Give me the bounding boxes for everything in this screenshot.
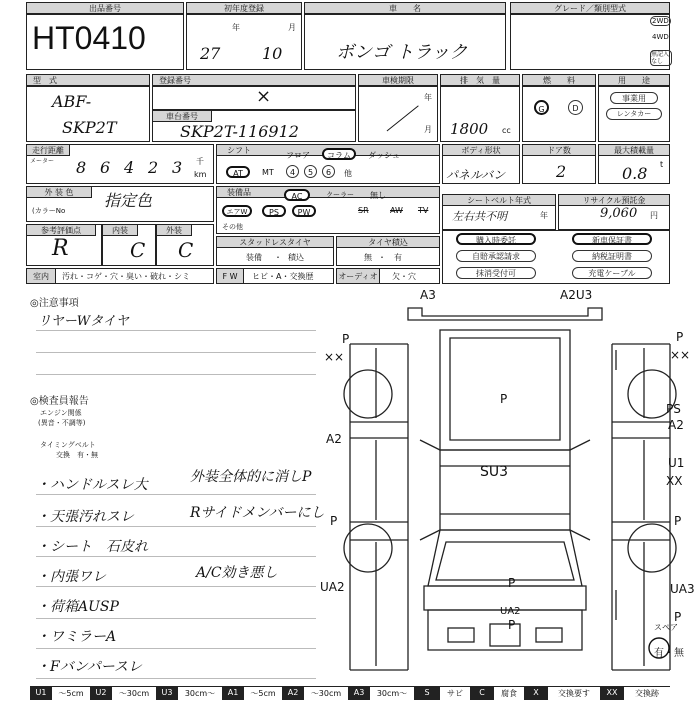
equip-sr: SR bbox=[358, 206, 369, 215]
body-value: パネルバン bbox=[446, 168, 506, 182]
legend-value: ～30cm bbox=[112, 686, 156, 700]
color-code-label: (カラーNo bbox=[32, 207, 66, 215]
tire-none: 無 bbox=[364, 253, 372, 262]
center-body bbox=[440, 450, 570, 530]
fuel-g: G bbox=[534, 100, 549, 115]
chassis-value: SKP2T-116912 bbox=[180, 122, 299, 141]
report-right: A/C効き悪し bbox=[196, 565, 278, 581]
audio-label: オーディオ bbox=[336, 268, 380, 284]
doors-label: ドア数 bbox=[522, 144, 596, 156]
interior-score-label: 内装 bbox=[102, 224, 138, 236]
damage-mark: P bbox=[342, 332, 350, 346]
report-rule bbox=[36, 678, 316, 679]
stud-sep: ・ bbox=[274, 253, 282, 262]
seatbelt-value: 左右共不明 bbox=[452, 210, 507, 223]
doors-value: 2 bbox=[556, 162, 567, 181]
report-left: ・荷箱AUSP bbox=[36, 599, 119, 615]
equip-ac: AC bbox=[284, 189, 310, 201]
legend-value: 30cm～ bbox=[178, 686, 222, 700]
spare-label: スペア bbox=[654, 623, 678, 632]
tire-label: タイヤ積込 bbox=[336, 236, 440, 248]
recycle-label: リサイクル預託金 bbox=[558, 194, 670, 206]
spare-value: 有・無 bbox=[654, 648, 684, 659]
displacement-label: 排 気 量 bbox=[440, 74, 520, 86]
shift-dash: ダッシュ bbox=[368, 151, 400, 160]
mileage-label: 走行距離 bbox=[26, 144, 70, 156]
report-right: Rサイドメンバーにし bbox=[190, 505, 325, 521]
legend-value: 交換跡 bbox=[624, 686, 670, 700]
exterior-score-label: 外装 bbox=[156, 224, 192, 236]
reg-no-value: × bbox=[256, 86, 272, 107]
damage-mark: PS bbox=[666, 402, 681, 416]
shift-other: 他 bbox=[344, 169, 352, 178]
load-label: 最大積載量 bbox=[598, 144, 670, 156]
score-value: R bbox=[52, 236, 69, 261]
first-reg-label: 初年度登録 bbox=[186, 2, 302, 14]
equip-label: 装備品 bbox=[216, 186, 440, 198]
report-right: 外装全体的に消しP bbox=[190, 469, 312, 485]
equip-ps: PS bbox=[262, 205, 286, 217]
damage-mark: P bbox=[676, 330, 684, 344]
tire-sep: ・ bbox=[378, 253, 386, 262]
damage-mark: P bbox=[674, 610, 682, 624]
equip-aw: AW bbox=[390, 206, 403, 215]
legend-key: U1 bbox=[30, 686, 52, 700]
damage-mark: UA2 bbox=[500, 606, 521, 617]
seatbelt-label: シートベルト年式 bbox=[442, 194, 556, 206]
stud-a: 装備 bbox=[246, 253, 262, 262]
yen-unit: 円 bbox=[650, 211, 658, 220]
fuel-d: D bbox=[568, 100, 583, 115]
notes-line1: リヤーWタイヤ bbox=[38, 314, 129, 329]
interior-cond-label: 室内 bbox=[26, 268, 56, 284]
inspection-value: ／ bbox=[386, 103, 415, 136]
audio-cell bbox=[336, 268, 440, 284]
timing-label: タイミングベルト bbox=[40, 441, 96, 449]
legend-key: U2 bbox=[90, 686, 112, 700]
drive-2wd: 2WD bbox=[652, 17, 669, 25]
mileage-digit: 3 bbox=[172, 158, 183, 177]
inspection-month-unit: 月 bbox=[424, 125, 432, 134]
reg-no-cell bbox=[152, 86, 356, 110]
car-name: ボンゴ トラック bbox=[336, 42, 468, 63]
recycle-value: 9,060 bbox=[600, 206, 638, 221]
first-reg-year-unit: 年 bbox=[232, 23, 240, 32]
color-value: 指定色 bbox=[104, 191, 153, 210]
damage-mark: A2 bbox=[326, 432, 342, 446]
inspection-year-unit: 年 bbox=[424, 93, 432, 102]
legend-value: 30cm～ bbox=[370, 686, 414, 700]
damage-mark: ×× bbox=[324, 350, 345, 364]
shift-4: 4 bbox=[286, 165, 299, 178]
car-name-label: 車 名 bbox=[304, 2, 506, 14]
equip-ew: エアW bbox=[222, 205, 252, 217]
legend-key: X bbox=[524, 686, 548, 700]
lot-label-header: 出品番号 bbox=[26, 2, 184, 14]
report-rule bbox=[36, 648, 316, 649]
damage-mark: UA3 bbox=[670, 582, 695, 596]
equip-other-label: その他 bbox=[222, 223, 243, 231]
shift-mt: MT bbox=[262, 168, 274, 177]
report-left: ・Fバンパースレ bbox=[36, 659, 143, 675]
notes-rule bbox=[36, 352, 316, 353]
damage-mark: P bbox=[674, 514, 682, 528]
use-business: 事業用 bbox=[610, 92, 658, 104]
report-rule bbox=[36, 586, 316, 587]
drive-na: 無記入なし bbox=[650, 50, 672, 66]
legend-value: ～5cm bbox=[244, 686, 282, 700]
tire-cell bbox=[336, 236, 440, 266]
doc-item: 自賠承認請求 bbox=[456, 250, 536, 262]
damage-mark: A2 bbox=[668, 418, 684, 432]
inspector-title: ◎検査員報告 bbox=[30, 396, 89, 407]
wheel-front-left bbox=[344, 524, 392, 572]
use-label: 用 途 bbox=[598, 74, 670, 86]
mileage-digit: 6 bbox=[100, 158, 111, 177]
damage-mark: XX bbox=[666, 474, 683, 488]
report-rule bbox=[36, 494, 316, 495]
wheel-rear-left bbox=[344, 370, 392, 418]
stud-label: スタッドレスタイヤ bbox=[216, 236, 334, 248]
cc-unit: cc bbox=[502, 126, 511, 135]
damage-mark: A2U3 bbox=[560, 288, 593, 302]
equip-tv: TV bbox=[418, 206, 429, 215]
first-reg-month: 10 bbox=[262, 44, 283, 63]
engine-sub: (異音・不調等) bbox=[38, 419, 86, 427]
cab-front bbox=[428, 530, 582, 586]
shift-at: AT bbox=[226, 166, 250, 178]
report-left: ・内張ワレ bbox=[36, 569, 106, 585]
damage-mark: ×× bbox=[670, 348, 691, 362]
meter-label: メーター bbox=[30, 158, 55, 165]
report-left: ・シート 石皮れ bbox=[36, 539, 148, 555]
report-left: ・ハンドルスレ大 bbox=[36, 477, 148, 493]
legend-key: A1 bbox=[222, 686, 244, 700]
damage-mark: P bbox=[330, 514, 338, 528]
damage-mark: A3 bbox=[420, 288, 436, 302]
mileage-digit: 4 bbox=[124, 158, 135, 177]
stud-b: 積込 bbox=[288, 253, 304, 262]
legend-key: C bbox=[470, 686, 494, 700]
legend-value: ～30cm bbox=[304, 686, 348, 700]
legend-key: A3 bbox=[348, 686, 370, 700]
rear-bumper-top bbox=[408, 308, 602, 320]
damage-mark: P bbox=[508, 576, 516, 590]
doc-item: 購入時委託 bbox=[456, 233, 536, 245]
km-unit: km bbox=[194, 170, 207, 179]
reg-no-label: 登録番号 bbox=[152, 74, 356, 86]
damage-mark: P bbox=[500, 392, 508, 406]
interior-score-cell bbox=[102, 224, 156, 266]
model-2: SKP2T bbox=[62, 118, 117, 137]
legend-value: 腐食 bbox=[494, 686, 524, 700]
legend-value: 交換要す bbox=[548, 686, 600, 700]
fuel-label: 燃 料 bbox=[522, 74, 596, 86]
notes-rule bbox=[36, 330, 316, 331]
chassis-label: 車台番号 bbox=[152, 110, 212, 122]
notes-rule bbox=[36, 374, 316, 375]
load-unit: t bbox=[660, 160, 664, 169]
legend-value: サビ bbox=[440, 686, 470, 700]
inspection-label: 車検期限 bbox=[358, 74, 438, 86]
lot-number: HT0410 bbox=[32, 20, 146, 56]
timing-sub: 交換 有・無 bbox=[56, 451, 98, 459]
km-thousand: 千 bbox=[196, 157, 204, 166]
damage-mark: U1 bbox=[668, 456, 685, 470]
damage-mark: UA2 bbox=[320, 580, 345, 594]
equip-cooler: クーラー bbox=[326, 191, 354, 199]
equip-pw: PW bbox=[292, 205, 316, 217]
doc-item: 充電ケーブル bbox=[572, 267, 652, 279]
displacement-value: 1800 bbox=[450, 120, 489, 138]
interior-cond-items: 汚れ・コゲ・穴・臭い・破れ・シミ bbox=[62, 272, 190, 281]
damage-mark: SU3 bbox=[480, 464, 509, 480]
drive-4wd: 4WD bbox=[652, 33, 669, 41]
grade-cell bbox=[510, 14, 670, 70]
shift-label: シフト bbox=[216, 144, 440, 156]
mileage-digit: 8 bbox=[76, 158, 87, 177]
legend-key: XX bbox=[600, 686, 624, 700]
left-body-side bbox=[350, 344, 408, 670]
report-rule bbox=[36, 618, 316, 619]
legend-key: A2 bbox=[282, 686, 304, 700]
notes-title: ◎注意事項 bbox=[30, 298, 79, 309]
report-left: ・天張汚れスレ bbox=[36, 509, 134, 525]
first-reg-year: 27 bbox=[200, 44, 221, 63]
doc-item: 納税証明書 bbox=[572, 250, 652, 262]
tire-yes: 有 bbox=[394, 253, 402, 262]
engine-label: エンジン関係 bbox=[40, 409, 82, 417]
spare-circle-icon bbox=[648, 636, 670, 660]
report-left: ・ワミラーA bbox=[36, 629, 117, 645]
damage-mark: P bbox=[508, 618, 516, 632]
audio-items: 欠・穴 bbox=[392, 272, 416, 281]
fw-items: ヒビ・A・交換歴 bbox=[252, 272, 314, 281]
interior-score-value: C bbox=[130, 238, 146, 262]
shift-5: 5 bbox=[304, 165, 317, 178]
body-label: ボディ形状 bbox=[442, 144, 520, 156]
load-value: 0.8 bbox=[622, 164, 648, 183]
first-reg-month-unit: 月 bbox=[288, 23, 296, 32]
legend-value: ～5cm bbox=[52, 686, 90, 700]
wheel-front-right bbox=[628, 524, 676, 572]
mileage-cell bbox=[26, 144, 214, 184]
legend-key: U3 bbox=[156, 686, 178, 700]
shift-6: 6 bbox=[322, 165, 335, 178]
model-1: ABF- bbox=[52, 92, 92, 111]
fuel-cell bbox=[522, 86, 596, 142]
report-rule bbox=[36, 556, 316, 557]
doc-item: 抹消受付可 bbox=[456, 267, 536, 279]
shift-column: コラム bbox=[322, 148, 356, 160]
score-label: 参考評価点 bbox=[26, 224, 96, 236]
legend-key: S bbox=[414, 686, 440, 700]
grade-label: グレード／類別型式 bbox=[510, 2, 670, 14]
report-rule bbox=[36, 526, 316, 527]
use-rental: レンタカー bbox=[606, 108, 662, 120]
color-label: 外 装 色 bbox=[26, 186, 92, 198]
mileage-digit: 2 bbox=[148, 158, 159, 177]
model-label: 型 式 bbox=[26, 74, 150, 86]
cargo-box-top bbox=[440, 330, 570, 450]
fw-label: F W bbox=[216, 268, 244, 284]
equip-none: 無し bbox=[370, 191, 386, 200]
seatbelt-year-unit: 年 bbox=[540, 211, 548, 220]
doc-item: 新車保証書 bbox=[572, 233, 652, 245]
shift-floor: フロア bbox=[286, 151, 310, 160]
exterior-score-value: C bbox=[178, 238, 194, 262]
